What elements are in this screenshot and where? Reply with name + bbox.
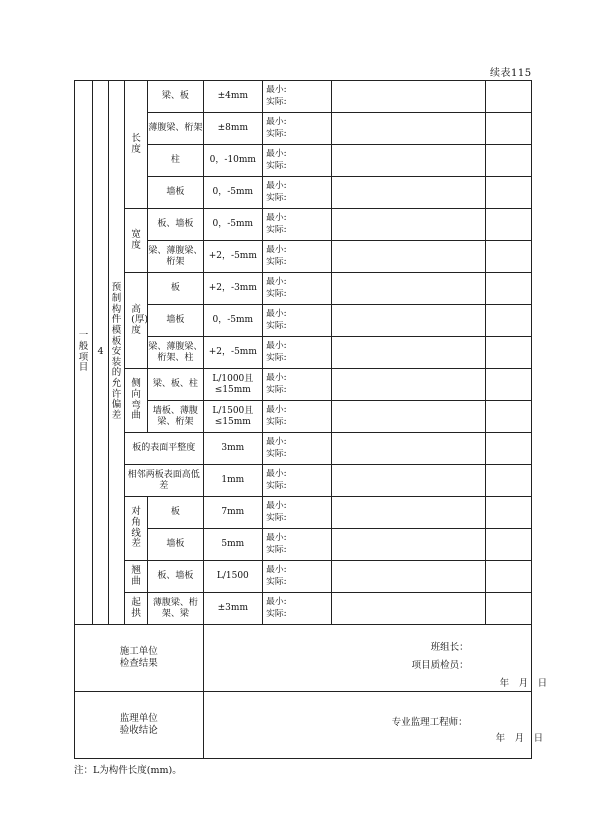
row-item: 板、墙板 bbox=[148, 209, 203, 241]
construction-signature-box[interactable] bbox=[203, 625, 548, 692]
row-item-wide: 板的表面平整度 bbox=[124, 433, 203, 465]
row-tolerance: +2，-3mm bbox=[203, 273, 263, 305]
measure-cell: 最小: 实际: bbox=[263, 241, 332, 273]
row-item: 柱 bbox=[148, 145, 203, 177]
supervision-unit-label: 监理单位验收结论 bbox=[75, 692, 204, 759]
row-item: 墙板 bbox=[148, 305, 203, 337]
item-number-cell: 4 bbox=[93, 81, 109, 625]
remark-cell[interactable] bbox=[486, 241, 532, 273]
result-cell[interactable] bbox=[332, 561, 486, 593]
remark-cell[interactable] bbox=[486, 561, 532, 593]
row-item: 墙板 bbox=[148, 177, 203, 209]
measure-cell: 最小: 实际: bbox=[263, 561, 332, 593]
group-camber: 起拱 bbox=[124, 593, 147, 625]
row-tolerance: 3mm bbox=[203, 433, 263, 465]
row-tolerance: +2，-5mm bbox=[203, 337, 263, 369]
remark-cell[interactable] bbox=[486, 209, 532, 241]
remark-cell[interactable] bbox=[486, 465, 532, 497]
result-cell[interactable] bbox=[332, 369, 486, 401]
result-cell[interactable] bbox=[332, 593, 486, 625]
row-tolerance: ±4mm bbox=[203, 81, 263, 113]
result-cell[interactable] bbox=[332, 241, 486, 273]
row-tolerance: +2，-5mm bbox=[203, 241, 263, 273]
group-bend: 侧向弯曲 bbox=[124, 369, 147, 433]
measure-cell: 最小: 实际: bbox=[263, 305, 332, 337]
row-tolerance: L/1000且≤15mm bbox=[203, 369, 263, 401]
result-cell[interactable] bbox=[332, 337, 486, 369]
item-title-cell: 预制构件模板安装的允许偏差 bbox=[109, 81, 125, 625]
remark-cell[interactable] bbox=[486, 305, 532, 337]
result-cell[interactable] bbox=[332, 497, 486, 529]
measure-cell: 最小: 实际: bbox=[263, 209, 332, 241]
row-item: 梁、薄腹梁、桁架、柱 bbox=[148, 337, 203, 369]
row-item: 墙板 bbox=[148, 529, 203, 561]
group-diagonal: 对角线差 bbox=[124, 497, 147, 561]
row-item: 板 bbox=[148, 273, 203, 305]
remark-cell[interactable] bbox=[486, 593, 532, 625]
measure-cell: 最小: 实际: bbox=[263, 113, 332, 145]
row-tolerance: 1mm bbox=[203, 465, 263, 497]
row-item: 板、墙板 bbox=[148, 561, 203, 593]
row-tolerance: 0，-5mm bbox=[203, 305, 263, 337]
result-cell[interactable] bbox=[332, 209, 486, 241]
row-item: 梁、薄腹梁、桁架 bbox=[148, 241, 203, 273]
row-tolerance: 0，-10mm bbox=[203, 145, 263, 177]
result-cell[interactable] bbox=[332, 433, 486, 465]
result-cell[interactable] bbox=[332, 81, 486, 113]
row-tolerance: 7mm bbox=[203, 497, 263, 529]
remark-cell[interactable] bbox=[486, 113, 532, 145]
remark-cell[interactable] bbox=[486, 369, 532, 401]
row-item-wide: 相邻两板表面高低差 bbox=[124, 465, 203, 497]
measure-cell: 最小: 实际: bbox=[263, 497, 332, 529]
row-tolerance: L/1500 bbox=[203, 561, 263, 593]
construction-date-label: 年 月 日 bbox=[499, 678, 548, 689]
section-label-cell: 一般项目 bbox=[75, 81, 93, 625]
remark-cell[interactable] bbox=[486, 529, 532, 561]
remark-cell[interactable] bbox=[486, 401, 532, 433]
result-cell[interactable] bbox=[332, 401, 486, 433]
row-item: 薄腹梁、桁架 bbox=[148, 113, 203, 145]
measure-cell: 最小: 实际: bbox=[263, 401, 332, 433]
measure-cell: 最小: 实际: bbox=[263, 593, 332, 625]
measure-cell: 最小: 实际: bbox=[263, 433, 332, 465]
remark-cell[interactable] bbox=[486, 337, 532, 369]
sheet-number: 续表115 bbox=[490, 68, 532, 79]
team-leader-label: 班组长： bbox=[430, 642, 469, 653]
remark-cell[interactable] bbox=[486, 81, 532, 113]
result-cell[interactable] bbox=[332, 113, 486, 145]
row-tolerance: 5mm bbox=[203, 529, 263, 561]
measure-cell: 最小: 实际: bbox=[263, 465, 332, 497]
row-tolerance: 0，-5mm bbox=[203, 209, 263, 241]
group-width: 宽度 bbox=[124, 209, 147, 273]
row-tolerance: L/1500且≤15mm bbox=[203, 401, 263, 433]
row-item: 梁、板 bbox=[148, 81, 203, 113]
supervision-engineer-label: 专业监理工程师： bbox=[391, 717, 468, 728]
remark-cell[interactable] bbox=[486, 273, 532, 305]
row-item: 梁、板、柱 bbox=[148, 369, 203, 401]
row-tolerance: ±8mm bbox=[203, 113, 263, 145]
remark-cell[interactable] bbox=[486, 433, 532, 465]
result-cell[interactable] bbox=[332, 273, 486, 305]
inspection-table bbox=[74, 80, 548, 759]
remark-cell[interactable] bbox=[486, 177, 532, 209]
measure-cell: 最小: 实际: bbox=[263, 369, 332, 401]
supervision-signature-box[interactable] bbox=[203, 692, 544, 759]
construction-unit-label: 施工单位检查结果 bbox=[75, 625, 204, 692]
measure-cell: 最小: 实际: bbox=[263, 273, 332, 305]
supervision-date-label: 年 月 日 bbox=[495, 733, 544, 744]
quality-inspector-label: 项目质检员： bbox=[411, 660, 469, 671]
result-cell[interactable] bbox=[332, 465, 486, 497]
measure-cell: 最小: 实际: bbox=[263, 177, 332, 209]
group-length: 长度 bbox=[124, 81, 147, 209]
row-item: 薄腹梁、桁架、梁 bbox=[148, 593, 203, 625]
row-tolerance: ±3mm bbox=[203, 593, 263, 625]
measure-cell: 最小: 实际: bbox=[263, 145, 332, 177]
result-cell[interactable] bbox=[332, 177, 486, 209]
measure-cell: 最小: 实际: bbox=[263, 529, 332, 561]
group-height: 高(厚)度 bbox=[124, 273, 147, 369]
footnote: 注：L为构件长度(mm)。 bbox=[74, 765, 182, 776]
row-item: 板 bbox=[148, 497, 203, 529]
measure-cell: 最小: 实际: bbox=[263, 81, 332, 113]
result-cell[interactable] bbox=[332, 305, 486, 337]
measure-cell: 最小: 实际: bbox=[263, 337, 332, 369]
result-cell[interactable] bbox=[332, 145, 486, 177]
remark-cell[interactable] bbox=[486, 497, 532, 529]
row-item: 墙板、薄腹梁、桁架 bbox=[148, 401, 203, 433]
row-tolerance: 0，-5mm bbox=[203, 177, 263, 209]
remark-cell[interactable] bbox=[486, 145, 532, 177]
group-warp: 翘曲 bbox=[124, 561, 147, 593]
result-cell[interactable] bbox=[332, 529, 486, 561]
